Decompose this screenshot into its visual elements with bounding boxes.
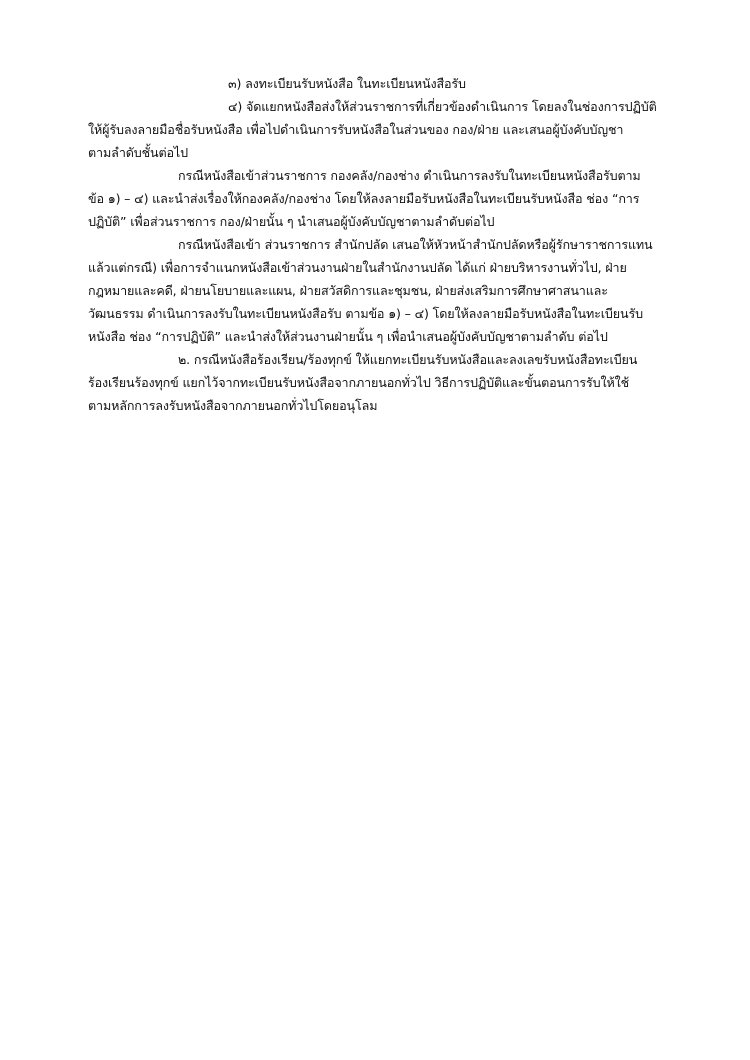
clerk-office-case-line-5: หนังสือ ช่อง “การปฏิบัติ” และนำส่งให้ส่วนงานฝ่ายนั้น ๆ เพื่อนำเสนอผู้บังคับบัญชาตามลำดับ ต่อไป [88, 329, 608, 344]
complaint-case-line-2: ร้องเรียนร้องทุกข์ แยกไว้จากทะเบียนรับหนังสือจากภายนอกทั่วไป วิธีการปฏิบัติและขั้นตอนการรับให้ใช้ [88, 375, 630, 390]
clerk-office-case-line-4: วัฒนธรรม ดำเนินการลงรับในทะเบียนหนังสือรับ ตามข้อ ๑) – ๔) โดยให้ลงลายมือรับหนังสือในทะเบียนรับ [88, 306, 643, 321]
item-4-line-2: ให้ผู้รับลงลายมือชื่อรับหนังสือ เพื่อไปดำเนินการรับหนังสือในส่วนของ กอง/ฝ่าย และเสนอผู้บังคับบัญชา [88, 122, 624, 137]
item-4-line-3: ตามลำดับชั้นต่อไป [88, 145, 188, 160]
item-3-line: ๓) ลงทะเบียนรับหนังสือ ในทะเบียนหนังสือรับ [228, 76, 466, 91]
clerk-office-case-line-1: กรณีหนังสือเข้า ส่วนราชการ สำนักปลัด เสนอให้หัวหน้าสำนักปลัดหรือผู้รักษาราชการแทน [178, 237, 653, 252]
complaint-case-line-1: ๒. กรณีหนังสือร้องเรียน/ร้องทุกข์ ให้แยกทะเบียนรับหนังสือและลงเลขรับหนังสือทะเบียน [178, 352, 638, 367]
item-4-line-1: ๔) จัดแยกหนังสือส่งให้ส่วนราชการที่เกี่ยวข้องดำเนินการ โดยลงในช่องการปฏิบัติ [228, 99, 657, 114]
complaint-case-line-3: ตามหลักการลงรับหนังสือจากภายนอกทั่วไปโดยอนุโลม [88, 398, 378, 413]
finance-case-line-1: กรณีหนังสือเข้าส่วนราชการ กองคลัง/กองช่าง ดำเนินการลงรับในทะเบียนหนังสือรับตาม [178, 168, 641, 183]
clerk-office-case-line-2: แล้วแต่กรณี) เพื่อการจำแนกหนังสือเข้าส่วนงานฝ่ายในสำนักงานปลัด ได้แก่ ฝ่ายบริหารงานทั่วไป, ฝ่าย [88, 260, 627, 275]
clerk-office-case-line-3: กฎหมายและคดี, ฝ่ายนโยบายและแผน, ฝ่ายสวัสดิการและชุมชน, ฝ่ายส่งเสริมการศึกษาศาสนาและ [88, 283, 608, 298]
finance-case-line-2: ข้อ ๑) – ๔) และนำส่งเรื่องให้กองคลัง/กองช่าง โดยให้ลงลายมือรับหนังสือในทะเบียนรับหนังสือ ช่อง “การ [88, 191, 640, 206]
finance-case-line-3: ปฏิบัติ” เพื่อส่วนราชการ กอง/ฝ่ายนั้น ๆ นำเสนอผู้บังคับบัญชาตามลำดับต่อไป [88, 214, 495, 229]
